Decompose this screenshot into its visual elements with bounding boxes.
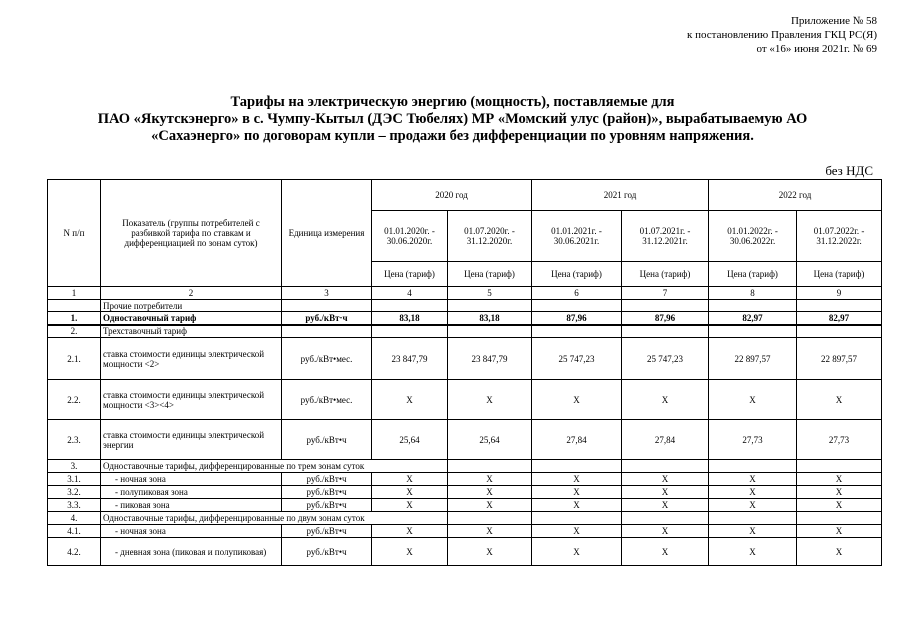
table-row bbox=[48, 380, 882, 420]
row-value: X bbox=[372, 486, 448, 499]
row-num: 1. bbox=[48, 312, 101, 325]
row-unit: руб./кВт·ч bbox=[282, 312, 372, 325]
row-num: 3.3. bbox=[48, 499, 101, 512]
header-year-2021: 2021 год bbox=[532, 180, 709, 211]
table-row bbox=[48, 525, 882, 538]
row-value: 25,64 bbox=[372, 420, 448, 460]
row-value: X bbox=[709, 499, 797, 512]
row-num: 4.2. bbox=[48, 538, 101, 566]
row-value: 23 847,79 bbox=[448, 338, 532, 380]
row-value: 27,73 bbox=[797, 420, 882, 460]
row-value: X bbox=[448, 473, 532, 486]
row-name: Одноставочные тарифы, дифференцированные по двум зонам суток bbox=[101, 512, 448, 525]
row-value: X bbox=[532, 538, 622, 566]
row-value: X bbox=[622, 525, 709, 538]
others-label: Прочие потребители bbox=[101, 300, 282, 312]
header-indicator: Показатель (группы потребителей с разбивкой тарифа по ставкам и дифференциацией по зонам суток) bbox=[101, 180, 282, 287]
row-value: 82,97 bbox=[797, 312, 882, 325]
column-number: 3 bbox=[282, 287, 372, 300]
header-year-2020: 2020 год bbox=[372, 180, 532, 211]
header-price: Цена (тариф) bbox=[532, 262, 622, 287]
row-num: 3. bbox=[48, 460, 101, 473]
row-value: X bbox=[709, 525, 797, 538]
row-name: ставка стоимости единицы электрической энергии bbox=[101, 420, 282, 460]
row-num: 4.1. bbox=[48, 525, 101, 538]
row-value: X bbox=[372, 380, 448, 420]
row-value: X bbox=[622, 473, 709, 486]
table-row bbox=[48, 486, 882, 499]
column-number: 9 bbox=[797, 287, 882, 300]
row-value: 22 897,57 bbox=[709, 338, 797, 380]
row-name: - полупиковая зона bbox=[101, 486, 282, 499]
table-row bbox=[48, 312, 882, 325]
row-num: 2.1. bbox=[48, 338, 101, 380]
row-name: - пиковая зона bbox=[101, 499, 282, 512]
appendix-line-1: Приложение № 58 bbox=[790, 15, 877, 27]
row-value: 25,64 bbox=[448, 420, 532, 460]
row-value: X bbox=[797, 473, 882, 486]
row-name: - ночная зона bbox=[101, 473, 282, 486]
row-unit: руб./кВт•ч bbox=[282, 420, 372, 460]
header-num: N п/п bbox=[48, 180, 101, 287]
header-period: 01.01.2020г. - 30.06.2020г. bbox=[372, 211, 448, 262]
section-row-others bbox=[48, 300, 882, 312]
row-num: 2.2. bbox=[48, 380, 101, 420]
header-price: Цена (тариф) bbox=[622, 262, 709, 287]
header-period: 01.07.2022г. - 31.12.2022г. bbox=[797, 211, 882, 262]
row-value: X bbox=[622, 486, 709, 499]
row-name: - дневная зона (пиковая и полупиковая) bbox=[101, 538, 282, 566]
table-row bbox=[48, 338, 882, 380]
row-unit: руб./кВт•ч bbox=[282, 499, 372, 512]
header-price: Цена (тариф) bbox=[797, 262, 882, 287]
row-value: X bbox=[372, 525, 448, 538]
header-period: 01.01.2022г. - 30.06.2022г. bbox=[709, 211, 797, 262]
row-num: 3.2. bbox=[48, 486, 101, 499]
header-period: 01.07.2020г. - 31.12.2020г. bbox=[448, 211, 532, 262]
header-years-row bbox=[48, 180, 882, 211]
row-name: ставка стоимости единицы электрической мощности <3><4> bbox=[101, 380, 282, 420]
row-value: X bbox=[797, 499, 882, 512]
table-row bbox=[48, 325, 882, 338]
row-value: X bbox=[372, 473, 448, 486]
row-value: X bbox=[532, 486, 622, 499]
row-value: X bbox=[532, 473, 622, 486]
tariff-table bbox=[47, 179, 882, 566]
row-name: - ночная зона bbox=[101, 525, 282, 538]
column-number: 1 bbox=[48, 287, 101, 300]
section-row bbox=[48, 512, 882, 525]
row-unit: руб./кВт•ч bbox=[282, 486, 372, 499]
row-value: X bbox=[532, 380, 622, 420]
row-value: 25 747,23 bbox=[622, 338, 709, 380]
row-value: X bbox=[797, 525, 882, 538]
table-row bbox=[48, 499, 882, 512]
header-price: Цена (тариф) bbox=[372, 262, 448, 287]
table-row bbox=[48, 473, 882, 486]
column-number: 8 bbox=[709, 287, 797, 300]
appendix-line-3: от «16» июня 2021г. № 69 bbox=[756, 43, 877, 55]
document-title bbox=[0, 94, 905, 145]
column-number: 2 bbox=[101, 287, 282, 300]
row-value: X bbox=[448, 525, 532, 538]
row-num: 2. bbox=[48, 325, 101, 338]
row-value: 27,84 bbox=[532, 420, 622, 460]
row-value: X bbox=[622, 499, 709, 512]
row-name: ставка стоимости единицы электрической мощности <2> bbox=[101, 338, 282, 380]
row-value: X bbox=[448, 538, 532, 566]
header-period: 01.07.2021г. - 31.12.2021г. bbox=[622, 211, 709, 262]
vat-note: без НДС bbox=[825, 163, 873, 178]
row-unit: руб./кВт•мес. bbox=[282, 338, 372, 380]
row-value: X bbox=[709, 486, 797, 499]
row-value: 25 747,23 bbox=[532, 338, 622, 380]
table-row bbox=[48, 420, 882, 460]
row-value: 82,97 bbox=[709, 312, 797, 325]
row-value: 83,18 bbox=[448, 312, 532, 325]
column-numbers-row bbox=[48, 287, 882, 300]
row-name: Одноставочный тариф bbox=[101, 312, 282, 325]
header-year-2022: 2022 год bbox=[709, 180, 882, 211]
row-value: X bbox=[797, 538, 882, 566]
row-value: X bbox=[709, 473, 797, 486]
row-value: 23 847,79 bbox=[372, 338, 448, 380]
row-value: X bbox=[448, 499, 532, 512]
row-unit: руб./кВт•ч bbox=[282, 538, 372, 566]
column-number: 5 bbox=[448, 287, 532, 300]
row-value: X bbox=[372, 499, 448, 512]
row-value: X bbox=[372, 538, 448, 566]
row-value: 22 897,57 bbox=[797, 338, 882, 380]
row-name: Трехставочный тариф bbox=[101, 325, 282, 338]
title-line-2: ПАО «Якутскэнерго» в с. Чумпу-Кытыл (ДЭС Тюбелях) МР «Момский улус (район)», вырабатываемую АО bbox=[97, 111, 808, 127]
row-value: 27,73 bbox=[709, 420, 797, 460]
row-unit: руб./кВт•мес. bbox=[282, 380, 372, 420]
title-line-1: Тарифы на электрическую энергию (мощность), поставляемые для bbox=[230, 94, 675, 110]
row-value: X bbox=[448, 380, 532, 420]
table-row bbox=[48, 538, 882, 566]
row-value: X bbox=[532, 499, 622, 512]
appendix-header bbox=[687, 14, 877, 56]
row-value: X bbox=[797, 486, 882, 499]
header-price: Цена (тариф) bbox=[709, 262, 797, 287]
header-unit: Единица измерения bbox=[282, 180, 372, 287]
header-period: 01.01.2021г. - 30.06.2021г. bbox=[532, 211, 622, 262]
row-num: 2.3. bbox=[48, 420, 101, 460]
row-value: 27,84 bbox=[622, 420, 709, 460]
row-value: 87,96 bbox=[532, 312, 622, 325]
row-value: X bbox=[622, 380, 709, 420]
row-num: 3.1. bbox=[48, 473, 101, 486]
row-unit: руб./кВт•ч bbox=[282, 525, 372, 538]
row-value: 83,18 bbox=[372, 312, 448, 325]
row-value: X bbox=[709, 380, 797, 420]
appendix-line-2: к постановлению Правления ГКЦ РС(Я) bbox=[687, 29, 877, 41]
row-value: X bbox=[448, 486, 532, 499]
row-value: X bbox=[622, 538, 709, 566]
row-unit: руб./кВт•ч bbox=[282, 473, 372, 486]
row-value: X bbox=[797, 380, 882, 420]
row-value: X bbox=[532, 525, 622, 538]
header-price: Цена (тариф) bbox=[448, 262, 532, 287]
row-num: 4. bbox=[48, 512, 101, 525]
row-value: 87,96 bbox=[622, 312, 709, 325]
row-value: X bbox=[709, 538, 797, 566]
column-number: 7 bbox=[622, 287, 709, 300]
column-number: 6 bbox=[532, 287, 622, 300]
row-name: Одноставочные тарифы, дифференцированные по трем зонам суток bbox=[101, 460, 448, 473]
title-line-3: «Сахаэнерго» по договорам купли – продажи без дифференциации по уровням напряжения. bbox=[151, 128, 754, 144]
section-row bbox=[48, 460, 882, 473]
column-number: 4 bbox=[372, 287, 448, 300]
